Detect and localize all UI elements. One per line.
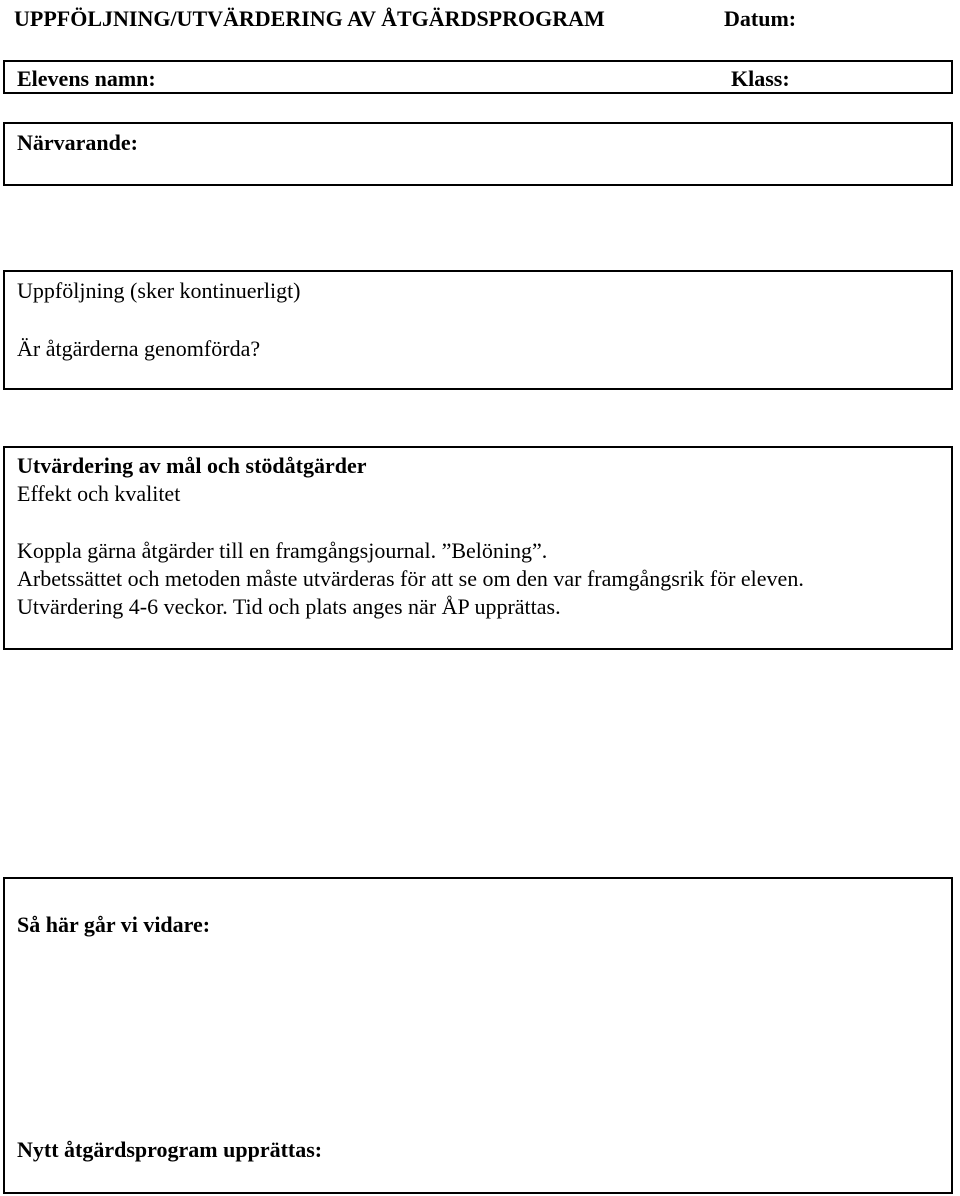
class-label: Klass: — [731, 66, 790, 91]
student-name-label: Elevens namn: — [17, 66, 156, 91]
evaluation-line-2: Arbetssättet och metoden måste utvärderas för att se om den var framgångsrik för eleven. — [17, 566, 804, 591]
evaluation-line-3: Utvärdering 4-6 veckor. Tid och plats anges när ÅP upprättas. — [17, 594, 561, 619]
present-label: Närvarande: — [17, 130, 138, 155]
followup-box[interactable] — [3, 270, 953, 390]
evaluation-box[interactable] — [3, 446, 953, 650]
evaluation-line-1: Koppla gärna åtgärder till en framgångsjournal. ”Belöning”. — [17, 538, 548, 563]
evaluation-heading: Utvärdering av mål och stödåtgärder — [17, 453, 367, 478]
new-program-label: Nytt åtgärdsprogram upprättas: — [17, 1137, 323, 1162]
page-title: UPPFÖLJNING/UTVÄRDERING AV ÅTGÄRDSPROGRAM — [14, 6, 605, 31]
evaluation-subheading: Effekt och kvalitet — [17, 481, 181, 506]
followup-question: Är åtgärderna genomförda? — [17, 336, 261, 361]
date-label: Datum: — [724, 6, 797, 31]
present-box[interactable] — [3, 122, 953, 186]
followup-heading: Uppföljning (sker kontinuerligt) — [17, 278, 301, 303]
next-steps-box[interactable] — [3, 877, 953, 1194]
next-steps-label: Så här går vi vidare: — [17, 912, 211, 937]
student-info-box[interactable] — [3, 60, 953, 94]
